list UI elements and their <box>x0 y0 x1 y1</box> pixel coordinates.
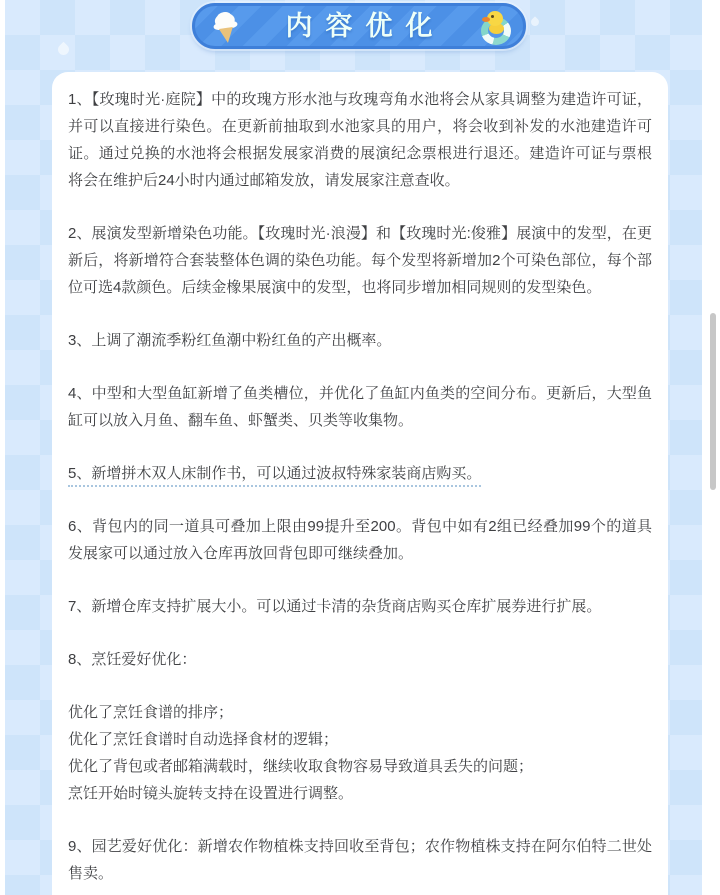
duck-float-icon <box>479 11 515 47</box>
ice-cream-icon <box>209 9 244 49</box>
update-item-6: 6、背包内的同一道具可叠加上限由99提升至200。背包中如有2组已经叠加99个的道具发展家可以通过放入仓库再放回背包即可继续叠加。 <box>68 518 652 562</box>
update-item-4: 4、中型和大型鱼缸新增了鱼类槽位，并优化了鱼缸内鱼类的空间分布。更新后，大型鱼缸可以放入月鱼、翻车鱼、虾蟹类、贝类等收集物。 <box>68 385 652 429</box>
cooking-note-3: 优化了背包或者邮箱满载时，继续收取食物容易导致道具丢失的问题； <box>68 758 534 775</box>
cooking-note-4: 烹饪开始时镜头旋转支持在设置进行调整。 <box>68 785 354 802</box>
update-item-8: 8、烹饪爱好优化： <box>68 651 197 668</box>
update-item-2: 2、展演发型新增染色功能。【玫瑰时光·浪漫】和【玫瑰时光:俊雅】展演中的发型，在更新后，将新增符合套装整体色调的染色功能。每个发型将新增加2个可染色部位，每个部位可选4款颜色。后续金橡果展演中的发型，也将同步增加相同规则的发型染色。 <box>68 225 652 296</box>
update-item-5 <box>68 460 652 487</box>
update-item-3: 3、上调了潮流季粉红鱼潮中粉红鱼的产出概率。 <box>68 332 392 349</box>
update-item-8-details <box>68 699 652 807</box>
update-item-7: 7、新增仓库支持扩展大小。可以通过卡清的杂货商店购买仓库扩展券进行扩展。 <box>68 598 602 615</box>
header-banner <box>192 3 526 49</box>
vertical-scrollbar-thumb[interactable] <box>710 313 716 490</box>
cooking-note-2: 优化了烹饪食谱时自动选择食材的逻辑； <box>68 731 339 748</box>
update-item-9: 9、园艺爱好优化：新增农作物植株支持回收至背包；农作物植株支持在阿尔伯特二世处售卖。 <box>68 838 652 882</box>
update-item-5-text: 5、新增拼木双人床制作书，可以通过波叔特殊家装商店购买。 <box>68 465 481 487</box>
content-card <box>52 72 668 895</box>
cooking-note-1: 优化了烹饪食谱的排序； <box>68 704 234 721</box>
page-title: 内容优化 <box>285 10 446 41</box>
update-item-1: 1、【玫瑰时光·庭院】中的玫瑰方形水池与玫瑰弯角水池将会从家具调整为建造许可证，并可以直接进行染色。在更新前抽取到水池家具的用户，将会收到补发的水池建造许可证。通过兑换的水池将会根据发展家消费的展演纪念票根进行退还。建造许可证与票根将会在维护后24小时内通过邮箱发放，请发展家注意查收。 <box>68 91 652 189</box>
